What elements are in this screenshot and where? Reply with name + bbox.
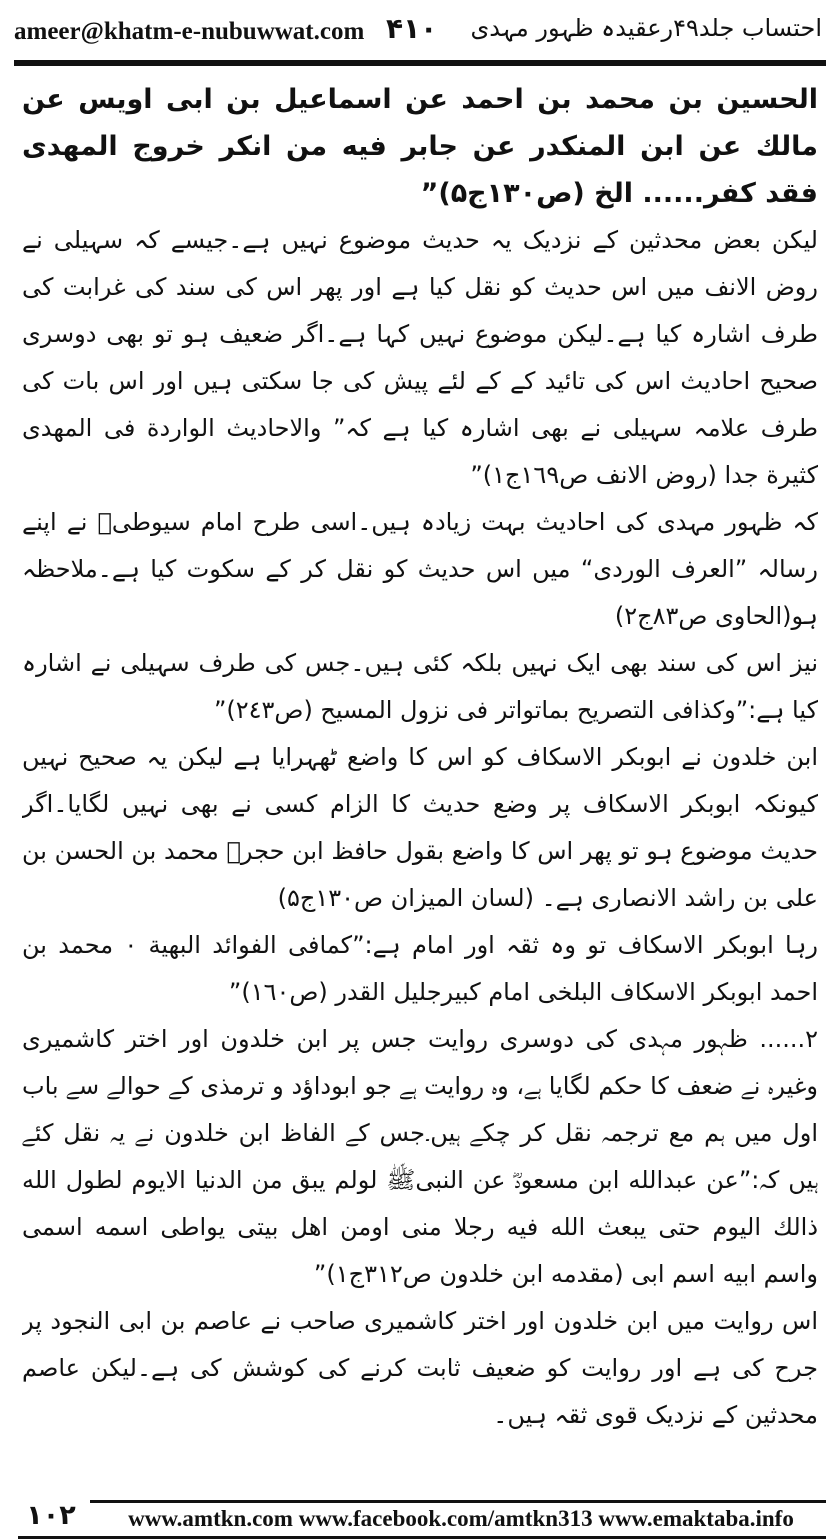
paragraph-second-narration: ۲...... ظہور مہدی کی دوسری روایت جس پر ابن خلدون اور اختر کاشمیری وغیرہ نے ضعف کا حکم لگایا ہے، وہ روایت ہے جو ابوداؤد و ترمذی کے حوالے سے باب اول میں ہم مع ترجمہ نقل کر چکے ہیں۔جس کے الفاظ ابن خلدون نے یہ نقل کئے ہیں کہ:”عن عبدالله ابن مسعودؓ عن النبیﷺ لولم یبق من الدنیا الایوم لطول الله ذالك الیوم حتی یبعث الله فیه رجلا منی اومن اهل بیتی یواطی اسمه اسمی واسم ابیه اسم ابی (مقدمه ابن خلدون ص۳۱۲ج۱)” xyxy=(22,1025,818,1288)
header-page-number: ۴۱۰ xyxy=(386,12,438,45)
footer-rule-bottom xyxy=(18,1536,826,1539)
paragraph-iskaf-thiqa: رہا ابوبکر الاسکاف تو وہ ثقہ اور امام ہے:”کمافی الفوائد البهیة ۰ محمد بن احمد ابوبکر الاسکاف البلخی امام کبیرجلیل القدر (ص۱٦۰)” xyxy=(22,931,818,1006)
page-header xyxy=(0,0,840,62)
footer-page-number: ۱۰۲ xyxy=(26,1500,76,1531)
header-title: احتساب جلد۴۹رعقیدہ ظہور مہدی xyxy=(470,14,822,42)
paragraph-suyuti: کہ ظہور مہدی کی احادیث بہت زیادہ ہیں۔اسی طرح امام سیوطیؒ نے اپنے رسالہ ”العرف الوردی“ میں اس حدیث کو نقل کر کے سکوت کیا ہے۔ملاحظہ ہو(الحاوی ص۸۳ج۲) xyxy=(22,508,818,630)
page-footer xyxy=(0,1494,840,1540)
paragraph-arabic-hadith-chain: الحسین بن محمد بن احمد عن اسماعیل بن ابی اویس عن مالك عن ابن المنكدر عن جابر فیه من انکر خروج المهدی فقد کفر...... الخ (ص۱۳۰ج۵)” xyxy=(22,84,818,209)
paragraph-sohaili-view: لیکن بعض محدثین کے نزدیک یہ حدیث موضوع نہیں ہے۔جیسے کہ سہیلی نے روض الانف میں اس حدیث کو نقل کیا ہے اور پھر اس کی سند کی غرابت کی طرف اشارہ کیا ہے۔لیکن موضوع نہیں کہا ہے۔اگر ضعیف ہو تو بھی دوسری صحیح احادیث اس کی تائید کے کے لئے پیش کی جا سکتی ہیں اور اس بات کی طرف علامہ سہیلی نے بھی اشارہ کیا ہے کہ” والاحادیث الواردة فی المهدی کثیرة جدا (روض الانف ص۱٦۹ج۱)” xyxy=(22,226,818,489)
header-rule xyxy=(14,60,826,66)
paragraph-asim-criticism: اس روایت میں ابن خلدون اور اختر کاشمیری صاحب نے عاصم بن ابی النجود پر جرح کی ہے اور روایت کو ضعیف ثابت کرنے کی کوشش کی ہے۔لیکن عاصم محدثین کے نزدیک قوی ثقہ ہیں۔ xyxy=(22,1307,818,1429)
footer-website-links: www.amtkn.com www.facebook.com/amtkn313 www.emaktaba.info xyxy=(128,1506,794,1531)
paragraph-ibn-khaldun-iskaf: ابن خلدون نے ابوبکر الاسکاف کو اس کا واضع ٹھہرایا ہے لیکن یہ صحیح نہیں کیونکہ ابوبکر الاسکاف پر وضع حدیث کا الزام کسی نے بھی نہیں لگایا۔اگر حدیث موضوع ہو تو پھر اس کا واضع بقول حافظ ابن حجرؒ محمد بن الحسن بن علی بن راشد الانصاری ہے۔ (لسان المیزان ص۱۳۰ج۵) xyxy=(22,743,818,912)
paragraph-multiple-chains: نیز اس کی سند بھی ایک نہیں بلکہ کئی ہیں۔جس کی طرف سہیلی نے اشارہ کیا ہے:”وکذافی التصریح بماتواتر فی نزول المسیح (ص۲٤۳)” xyxy=(22,649,818,724)
header-email: ameer@khatm-e-nubuwwat.com xyxy=(14,18,365,45)
page-body xyxy=(22,76,818,1486)
footer-rule-top xyxy=(90,1500,826,1503)
